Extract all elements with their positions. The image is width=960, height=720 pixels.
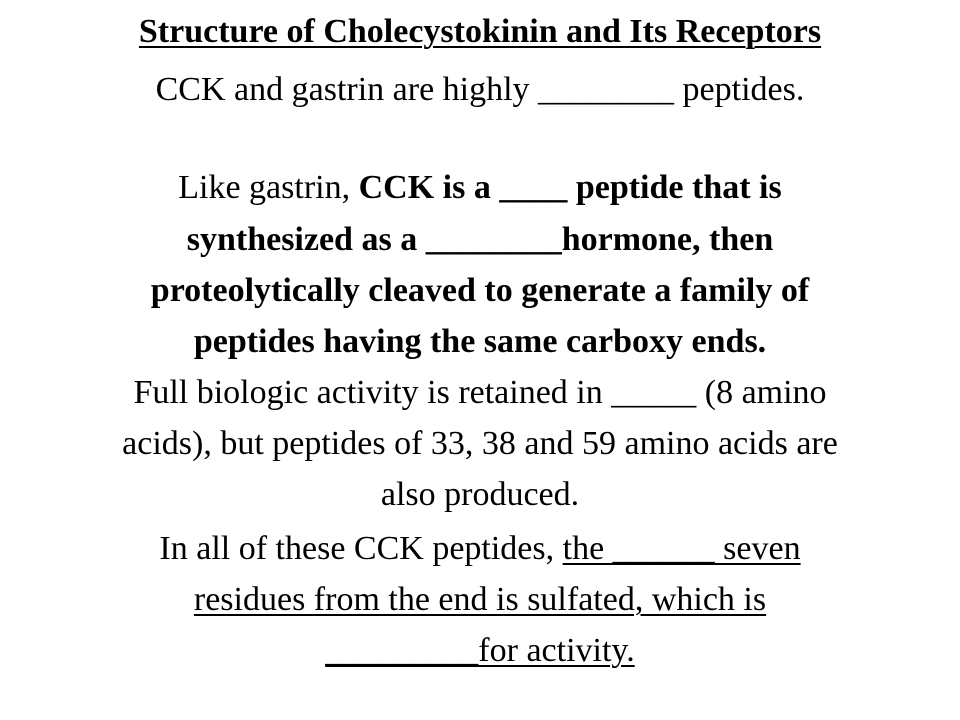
text-line-cck-peptide-bold: CCK is a ____ peptide that is [358,169,782,206]
text-line-gastrin-homology: CCK and gastrin are highly ________ peptides. [155,71,805,108]
text-line-sulfated: residues from the end is sulfated, which is [193,581,767,618]
text-line-amino-acids: acids), but peptides of 33, 38 and 59 amino acids are [122,425,838,462]
text-line-cck-peptides-prefix: In all of these CCK peptides, [159,530,563,567]
text-line-proteolytically: proteolytically cleaved to generate a family of [150,272,810,309]
slide-title: Structure of Cholecystokinin and Its Receptors [138,13,822,50]
text-line-cck-peptides [0,529,960,569]
text-line-cck-peptides-underlined: the ______ seven [562,530,801,567]
text-line-synthesized: synthesized as a ________hormone, then [186,221,774,258]
text-line-cck-peptide-prefix: Like gastrin, [178,169,359,206]
text-line-also-produced: also produced. [380,476,580,513]
text-line-cck-peptide [0,168,960,208]
text-line-biologic-activity: Full biologic activity is retained in _____ (8 amino [133,374,827,411]
text-line-for-activity: _________for activity. [325,632,635,669]
text-line-carboxy-ends: peptides having the same carboxy ends. [193,323,767,360]
